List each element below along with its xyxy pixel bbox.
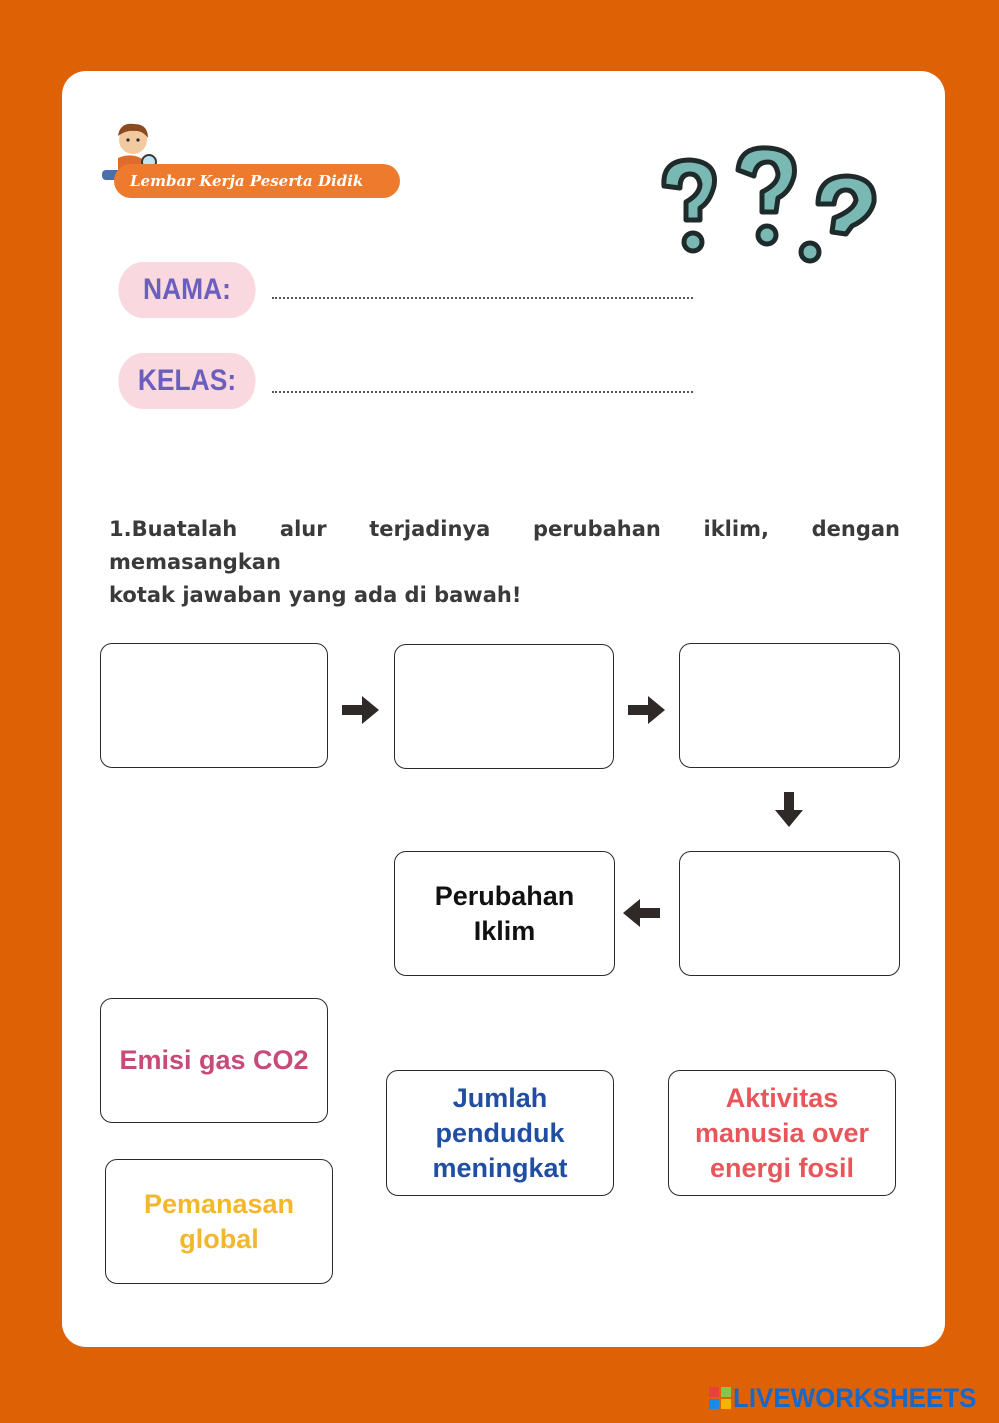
watermark-text: LIVEWORKSHEETS — [733, 1382, 977, 1413]
answer-pemanasan-line-1: Pemanasan — [143, 1188, 295, 1219]
question-line-2: kotak jawaban yang ada di bawah! — [109, 583, 522, 607]
liveworksheets-watermark[interactable] — [709, 1383, 987, 1413]
answer-emisi-text: Emisi gas CO2 — [119, 1045, 309, 1075]
worksheet-badge: Lembar Kerja Peserta Didik — [114, 164, 400, 198]
flow-drop-box-2[interactable] — [394, 644, 614, 769]
answer-aktivitas-line-2: manusia over — [694, 1117, 870, 1148]
question-text — [109, 513, 900, 612]
final-box-line-1: Perubahan — [434, 880, 575, 911]
name-answer-line[interactable] — [272, 297, 693, 299]
answer-jumlah-line-2: penduduk — [435, 1117, 565, 1148]
answer-card-aktivitas[interactable] — [668, 1070, 896, 1196]
answer-card-jumlah[interactable] — [386, 1070, 614, 1196]
arrow-left-icon — [622, 898, 660, 928]
arrow-right-icon — [628, 695, 666, 725]
answer-jumlah-line-1: Jumlah — [452, 1082, 548, 1113]
flow-drop-box-1[interactable] — [100, 643, 328, 768]
answer-aktivitas-line-1: Aktivitas — [725, 1082, 839, 1113]
flow-final-box — [394, 851, 615, 976]
answer-pemanasan-line-2: global — [179, 1223, 259, 1254]
arrow-right-icon — [342, 695, 380, 725]
question-line-1: 1.Buatalah alur terjadinya perubahan iklim, dengan memasangkan — [109, 517, 900, 574]
answer-card-pemanasan[interactable] — [105, 1159, 333, 1284]
class-label: KELAS: — [118, 353, 255, 409]
arrow-down-icon — [774, 792, 804, 828]
flow-drop-box-3[interactable] — [679, 643, 900, 768]
flow-drop-box-4[interactable] — [679, 851, 900, 976]
answer-jumlah-line-3: meningkat — [432, 1152, 568, 1183]
final-box-line-2: Iklim — [473, 915, 536, 946]
liveworksheets-logo-icon — [709, 1387, 731, 1409]
class-answer-line[interactable] — [272, 391, 693, 393]
name-label: NAMA: — [118, 262, 255, 318]
question-marks-icon — [652, 140, 884, 268]
answer-card-emisi[interactable] — [100, 998, 328, 1123]
answer-aktivitas-line-3: energi fosil — [709, 1152, 854, 1183]
